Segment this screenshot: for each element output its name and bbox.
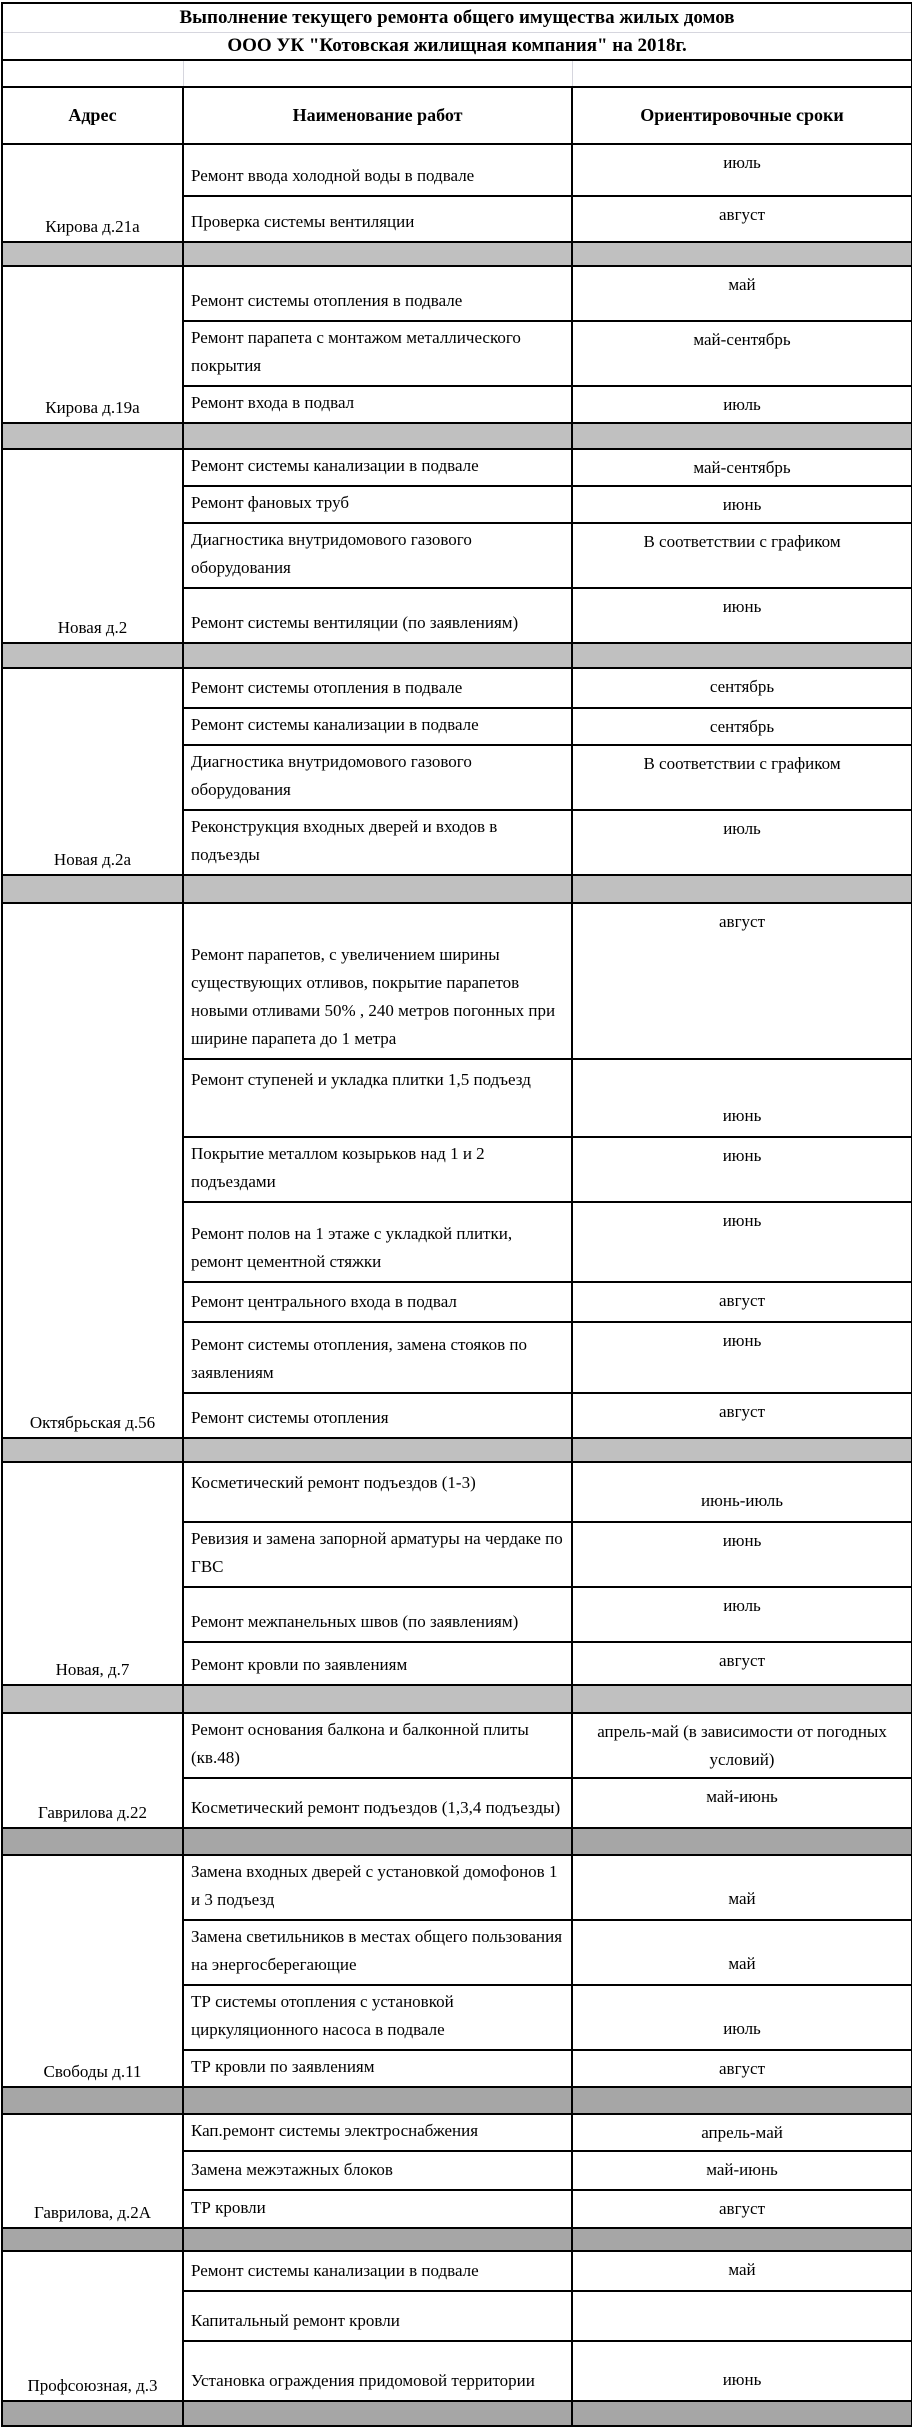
work-cell: Замена светильников в местах общего пользования на энергосберегающие (183, 1920, 572, 1985)
work-cell: Диагностика внутридомового газового оборудования (183, 523, 572, 588)
term-cell: август (572, 2190, 912, 2228)
term-cell: сентябрь (572, 708, 912, 745)
work-cell: ТР кровли по заявлениям (183, 2050, 572, 2087)
table-row (2, 903, 912, 1059)
blank-cell (572, 60, 912, 87)
separator-cell (2, 2401, 183, 2426)
term-cell: июль (572, 1587, 912, 1642)
separator-row (2, 643, 912, 668)
separator-row (2, 242, 912, 266)
term-cell: июнь (572, 1522, 912, 1587)
address-cell: Новая д.2а (2, 668, 183, 875)
term-cell: апрель-май (572, 2114, 912, 2151)
table-row (2, 449, 912, 486)
table-row (2, 1462, 912, 1522)
separator-cell (572, 2228, 912, 2251)
work-cell: Ремонт входа в подвал (183, 386, 572, 423)
term-cell: август (572, 1642, 912, 1685)
work-cell: Ремонт кровли по заявлениям (183, 1642, 572, 1685)
separator-cell (183, 1828, 572, 1855)
separator-cell (2, 643, 183, 668)
separator-row (2, 1438, 912, 1462)
work-cell: Ремонт системы отопления, замена стояков по заявлениям (183, 1322, 572, 1393)
work-cell: Ремонт системы отопления в подвале (183, 266, 572, 321)
term-cell: июнь (572, 588, 912, 643)
term-cell: июнь (572, 1202, 912, 1282)
separator-row (2, 423, 912, 449)
work-cell: ТР системы отопления с установкой циркуляционного насоса в подвале (183, 1985, 572, 2050)
table-row (2, 1713, 912, 1778)
work-cell: Косметический ремонт подъездов (1,3,4 подъезды) (183, 1778, 572, 1828)
separator-cell (183, 2401, 572, 2426)
term-cell: май (572, 266, 912, 321)
work-cell: Ремонт центрального входа в подвал (183, 1282, 572, 1322)
separator-cell (183, 1438, 572, 1462)
work-cell: Косметический ремонт подъездов (1-3) (183, 1462, 572, 1522)
separator-row (2, 2087, 912, 2114)
term-cell: В соответствии с графиком (572, 745, 912, 810)
work-cell: Ревизия и замена запорной арматуры на чердаке по ГВС (183, 1522, 572, 1587)
work-cell: Покрытие металлом козырьков над 1 и 2 подъездами (183, 1137, 572, 1202)
work-cell: Диагностика внутридомового газового оборудования (183, 745, 572, 810)
separator-row (2, 1828, 912, 1855)
term-cell: август (572, 1393, 912, 1438)
separator-cell (183, 2228, 572, 2251)
address-cell: Кирова д.21а (2, 144, 183, 242)
separator-cell (572, 1828, 912, 1855)
term-cell: август (572, 903, 912, 1059)
work-cell: Ремонт парапетов, с увеличением ширины существующих отливов, покрытие парапетов новыми отливами 50% , 240 метров погонных при ширине парапета до 1 метра (183, 903, 572, 1059)
term-cell: июнь (572, 1137, 912, 1202)
document-title-line2: ООО УК "Котовская жилищная компания" на 2018г. (2, 32, 912, 60)
separator-cell (572, 2401, 912, 2426)
work-cell: Капитальный ремонт кровли (183, 2291, 572, 2341)
separator-cell (183, 643, 572, 668)
table-row (2, 2114, 912, 2151)
separator-cell (2, 875, 183, 903)
term-cell: август (572, 196, 912, 242)
term-cell: июль (572, 144, 912, 196)
title-row-2 (2, 32, 912, 60)
term-cell: май-июнь (572, 2151, 912, 2190)
term-cell: август (572, 2050, 912, 2087)
table-row (2, 668, 912, 708)
term-cell: апрель-май (в зависимости от погодных условий) (572, 1713, 912, 1778)
work-cell: Ремонт ступеней и укладка плитки 1,5 подъезд (183, 1059, 572, 1137)
separator-cell (572, 242, 912, 266)
column-header-term: Ориентировочные сроки (572, 87, 912, 144)
term-cell: май (572, 2251, 912, 2291)
term-cell: сентябрь (572, 668, 912, 708)
work-cell: Ремонт межпанельных швов (по заявлениям) (183, 1587, 572, 1642)
blank-cell (183, 60, 572, 87)
term-cell: август (572, 1282, 912, 1322)
separator-cell (2, 242, 183, 266)
repair-plan-table (1, 2, 912, 2427)
blank-cell (2, 60, 183, 87)
term-cell: май-июнь (572, 1778, 912, 1828)
address-cell: Профсоюзная, д.3 (2, 2251, 183, 2401)
separator-cell (572, 1438, 912, 1462)
work-cell: Ремонт парапета с монтажом металлического покрытия (183, 321, 572, 386)
column-header-address: Адрес (2, 87, 183, 144)
term-cell (572, 2291, 912, 2341)
work-cell: Ремонт ввода холодной воды в подвале (183, 144, 572, 196)
separator-cell (2, 1685, 183, 1713)
work-cell: Ремонт системы канализации в подвале (183, 449, 572, 486)
work-cell: Ремонт системы канализации в подвале (183, 708, 572, 745)
work-cell: Замена входных дверей с установкой домофонов 1 и 3 подъезд (183, 1855, 572, 1920)
work-cell: Ремонт системы отопления (183, 1393, 572, 1438)
term-cell: июнь (572, 486, 912, 523)
separator-row (2, 2228, 912, 2251)
separator-cell (2, 1438, 183, 1462)
term-cell: июнь-июль (572, 1462, 912, 1522)
term-cell: июль (572, 810, 912, 875)
term-cell: июнь (572, 2341, 912, 2401)
term-cell: июль (572, 386, 912, 423)
separator-cell (183, 875, 572, 903)
term-cell: май-сентябрь (572, 449, 912, 486)
work-cell: Замена межэтажных блоков (183, 2151, 572, 2190)
separator-row (2, 2401, 912, 2426)
address-cell: Свободы д.11 (2, 1855, 183, 2087)
separator-cell (572, 2087, 912, 2114)
separator-row (2, 875, 912, 903)
separator-cell (2, 423, 183, 449)
column-header-work: Наименование работ (183, 87, 572, 144)
separator-cell (183, 242, 572, 266)
work-cell: Ремонт системы отопления в подвале (183, 668, 572, 708)
table-row (2, 144, 912, 196)
term-cell: В соответствии с графиком (572, 523, 912, 588)
work-cell: Реконструкция входных дверей и входов в подъезды (183, 810, 572, 875)
term-cell: май-сентябрь (572, 321, 912, 386)
separator-cell (183, 2087, 572, 2114)
term-cell: май (572, 1920, 912, 1985)
separator-cell (572, 1685, 912, 1713)
separator-cell (183, 423, 572, 449)
title-row-1 (2, 3, 912, 32)
table-row (2, 2251, 912, 2291)
separator-cell (2, 2228, 183, 2251)
term-cell: май (572, 1855, 912, 1920)
blank-spacer-row (2, 60, 912, 87)
address-cell: Гаврилова д.22 (2, 1713, 183, 1828)
separator-cell (572, 875, 912, 903)
address-cell: Гаврилова, д.2А (2, 2114, 183, 2228)
work-cell: Установка ограждения придомовой территории (183, 2341, 572, 2401)
work-cell: Кап.ремонт системы электроснабжения (183, 2114, 572, 2151)
address-cell: Октябрьская д.56 (2, 903, 183, 1438)
address-cell: Кирова д.19а (2, 266, 183, 423)
work-cell: Ремонт фановых труб (183, 486, 572, 523)
term-cell: июнь (572, 1322, 912, 1393)
term-cell: июль (572, 1985, 912, 2050)
document-title-line1: Выполнение текущего ремонта общего имущества жилых домов (2, 3, 912, 32)
column-header-row (2, 87, 912, 144)
separator-row (2, 1685, 912, 1713)
work-cell: Ремонт полов на 1 этаже с укладкой плитки, ремонт цементной стяжки (183, 1202, 572, 1282)
term-cell: июнь (572, 1059, 912, 1137)
separator-cell (2, 2087, 183, 2114)
table-row (2, 266, 912, 321)
work-cell: ТР кровли (183, 2190, 572, 2228)
address-cell: Новая д.2 (2, 449, 183, 643)
separator-cell (572, 423, 912, 449)
work-cell: Ремонт основания балкона и балконной плиты (кв.48) (183, 1713, 572, 1778)
work-cell: Ремонт системы вентиляции (по заявлениям) (183, 588, 572, 643)
work-cell: Ремонт системы канализации в подвале (183, 2251, 572, 2291)
address-cell: Новая, д.7 (2, 1462, 183, 1685)
separator-cell (183, 1685, 572, 1713)
work-cell: Проверка системы вентиляции (183, 196, 572, 242)
separator-cell (2, 1828, 183, 1855)
separator-cell (572, 643, 912, 668)
table-row (2, 1855, 912, 1920)
